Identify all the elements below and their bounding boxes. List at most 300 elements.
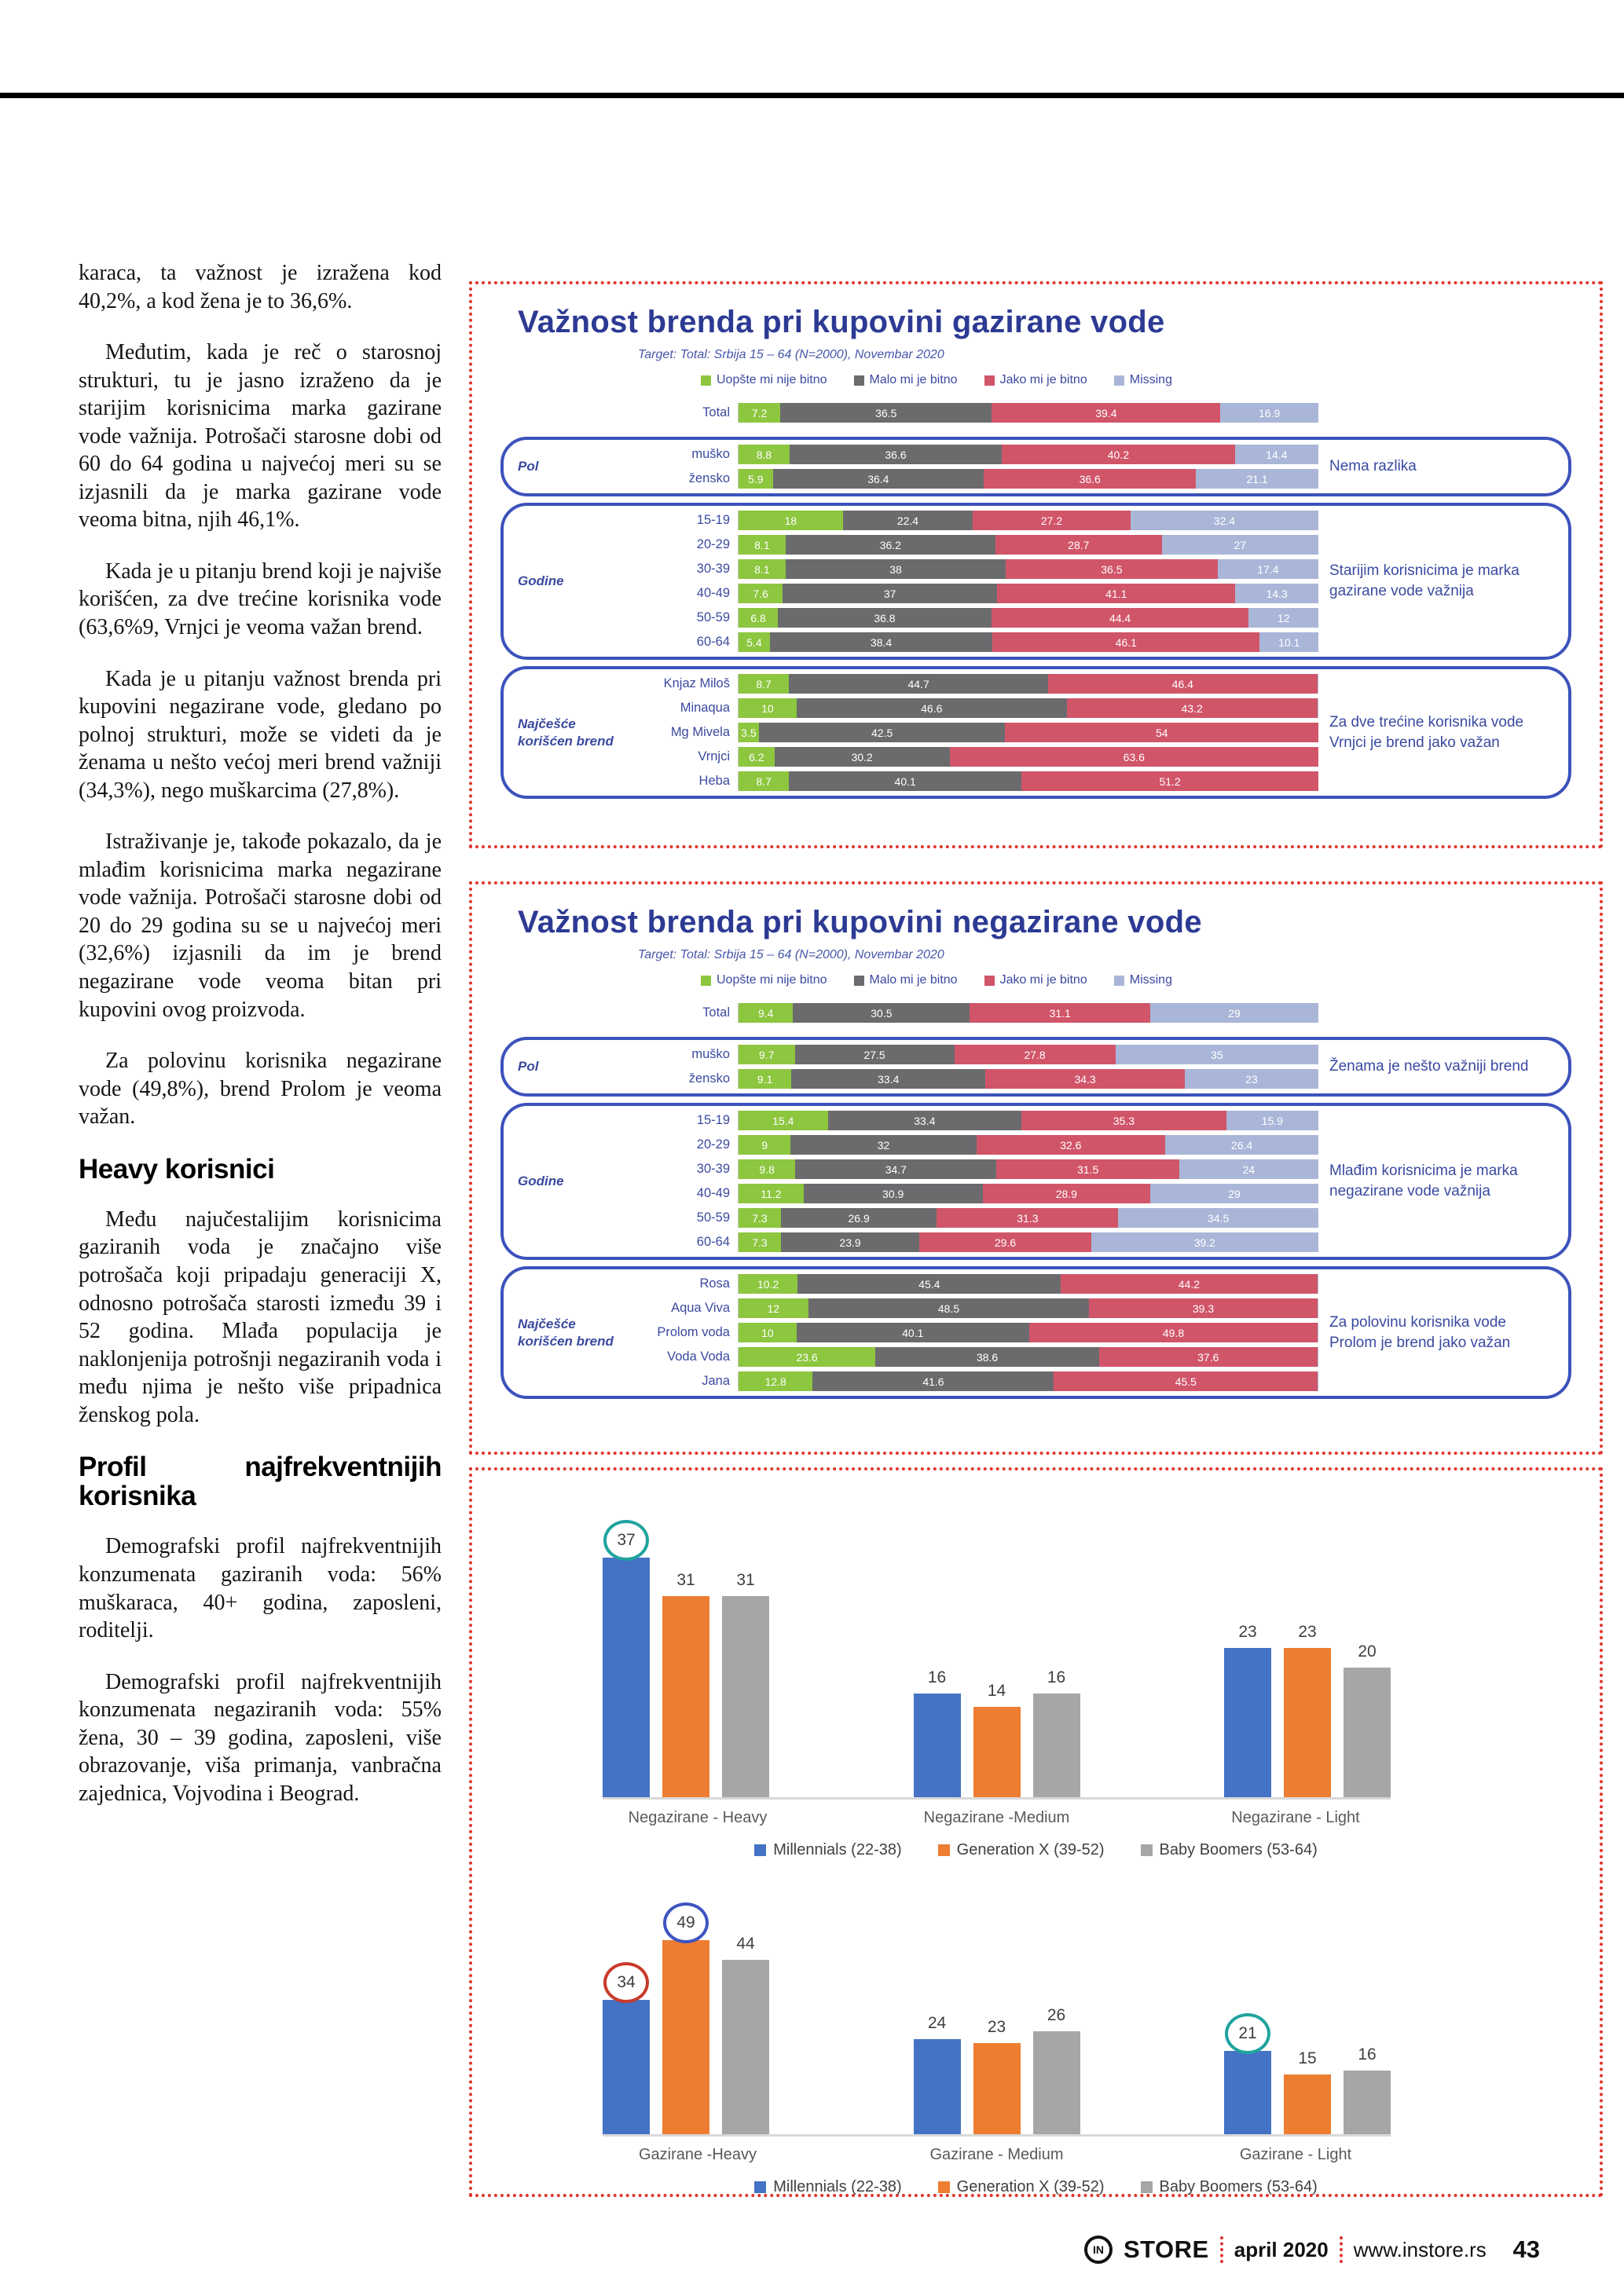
stacked-bar (738, 1045, 1318, 1064)
bar-value: 31 (676, 1571, 695, 1590)
bar-column (1344, 1642, 1391, 1797)
group-label: Godine (518, 1174, 564, 1189)
row-label: Mg Mivela (670, 725, 730, 739)
chart-group (500, 995, 1571, 1031)
stacked-bar (738, 1274, 1318, 1294)
bar (914, 2039, 961, 2134)
bar-segment: 15.4 (739, 1111, 828, 1130)
legend-swatch (984, 375, 995, 386)
bar-segment: 45.5 (1054, 1371, 1318, 1391)
group-rows (637, 1003, 1318, 1023)
bar (1224, 1648, 1271, 1797)
bar-segment: 31.3 (937, 1208, 1118, 1228)
article-paragraph: Među najučestalijim korisnicima gaziranih voda je značajno više potrošača koji pripadaju generaciji X, odnosno potrošača starosti između 39 i 52 godina. Mlađa populacija je naklonjenija potrošnji negaziranih voda i među njima je nešto više pripadnica ženskog pola. (79, 1207, 442, 1427)
row-label: 50-59 (696, 610, 730, 624)
chart-row (637, 1347, 1318, 1367)
chart-legend (500, 1841, 1571, 1859)
grouped-chart-negazirane (500, 1489, 1571, 1859)
stacked-bar (738, 1135, 1318, 1155)
bar (914, 1694, 961, 1797)
bar-segment: 8.7 (739, 674, 789, 694)
bar-value: 16 (1358, 2045, 1377, 2064)
chart-row (637, 747, 1318, 767)
bar-segment: 48.5 (808, 1298, 1090, 1318)
category-group (914, 2006, 1080, 2134)
bar (1284, 1648, 1331, 1797)
legend-item (938, 1841, 1105, 1859)
footer-separator (1220, 2236, 1223, 2263)
legend-label: Uopšte mi nije bitno (717, 973, 827, 987)
issue-date: april 2020 (1234, 2237, 1329, 2261)
bar (722, 1596, 769, 1797)
chart-group (500, 1103, 1571, 1260)
bar-value: 26 (1047, 2006, 1066, 2024)
row-label: 60-64 (696, 1235, 730, 1249)
legend-label: Malo mi je bitno (869, 373, 958, 386)
bar-segment: 44.7 (789, 674, 1048, 694)
category-label: Gazirane -Heavy (638, 2146, 757, 2163)
bar-segment: 40.1 (789, 771, 1021, 791)
stacked-bar (738, 1347, 1318, 1367)
bar-segment: 36.6 (984, 469, 1196, 489)
bar-segment: 51.2 (1021, 771, 1318, 791)
bar-segment: 46.6 (797, 698, 1067, 718)
bar-segment: 24 (1179, 1159, 1318, 1179)
legend-swatch (701, 976, 711, 986)
chart-title: Važnost brenda pri kupovini negazirane vode (518, 905, 1202, 939)
page-footer (1084, 2236, 1540, 2264)
bar-segment: 31.1 (970, 1003, 1150, 1023)
bar-segment: 27.5 (795, 1045, 955, 1064)
legend-item (854, 373, 958, 387)
stacked-bar (738, 1208, 1318, 1228)
stacked-bar (738, 608, 1318, 628)
legend-swatch (754, 2181, 766, 2193)
bar-segment: 10.1 (1259, 632, 1318, 652)
bar-segment: 36.4 (773, 469, 984, 489)
row-label: žensko (688, 471, 730, 485)
bar-segment: 38 (786, 559, 1006, 579)
bar-segment: 26.9 (781, 1208, 937, 1228)
chart-row (637, 511, 1318, 530)
legend-label: Millennials (22-38) (773, 1841, 902, 1858)
row-label: žensko (688, 1071, 730, 1086)
group-rows (637, 1274, 1318, 1391)
row-label: Vrnjci (698, 749, 730, 764)
group-label: Najčešće korišćen brend (518, 1316, 614, 1349)
stacked-bar (738, 1069, 1318, 1089)
category-label: Gazirane - Medium (929, 2146, 1064, 2163)
chart-row (637, 698, 1318, 718)
bar-segment: 46.4 (1048, 674, 1317, 694)
bar-segment: 9 (739, 1135, 790, 1155)
bar-value: 16 (927, 1668, 947, 1686)
bar-column (603, 1962, 650, 2134)
chart-row (637, 1003, 1318, 1023)
chart-row (637, 559, 1318, 579)
stacked-bar (738, 771, 1318, 791)
bar-segment: 33.4 (791, 1069, 985, 1089)
chart-legend (500, 2178, 1571, 2196)
bar-segment: 22.4 (843, 511, 973, 530)
category-group (603, 1902, 769, 2134)
bar-segment: 18 (739, 511, 843, 530)
top-rule (0, 93, 1624, 98)
bar-segment: 23.9 (781, 1232, 919, 1252)
chart-legend (701, 973, 1571, 987)
category-group (1224, 2013, 1391, 2134)
legend-label: Baby Boomers (53-64) (1159, 2178, 1318, 2195)
bar-segment: 32.6 (977, 1135, 1166, 1155)
chart-box-negazirane (469, 881, 1603, 1455)
legend-item (1141, 1841, 1318, 1859)
legend-item (938, 2178, 1105, 2196)
bar-segment: 36.5 (1006, 559, 1217, 579)
bar-segment: 29 (1150, 1184, 1318, 1203)
bar-segment: 39.3 (1089, 1298, 1317, 1318)
stacked-bar (738, 511, 1318, 530)
bar (973, 2043, 1021, 2134)
legend-label: Baby Boomers (53-64) (1159, 1841, 1318, 1858)
bar-value: 15 (1298, 2049, 1317, 2068)
bar-segment: 5.9 (739, 469, 773, 489)
bar-segment: 7.2 (739, 403, 780, 423)
row-label: Rosa (699, 1276, 730, 1291)
bar-segment: 34.3 (985, 1069, 1185, 1089)
bar-segment: 16.9 (1220, 403, 1318, 423)
chart-row (637, 771, 1318, 791)
row-label: 15-19 (696, 513, 730, 527)
chart-row (637, 1045, 1318, 1064)
bar-segment: 12 (739, 1298, 808, 1318)
row-label: Knjaz Miloš (663, 676, 730, 690)
chart-group (500, 503, 1571, 660)
bar-segment: 29.6 (919, 1232, 1091, 1252)
bar-segment: 3.5 (739, 723, 759, 742)
chart-row (637, 1111, 1318, 1130)
bar-segment: 44.2 (1061, 1274, 1317, 1294)
group-rows (637, 1111, 1318, 1252)
bar-value-circled: 49 (663, 1902, 709, 1943)
bar-segment: 35.3 (1021, 1111, 1226, 1130)
legend-swatch (1141, 2181, 1153, 2193)
chart-row (637, 1274, 1318, 1294)
bar-segment: 11.2 (739, 1184, 804, 1203)
bar-segment: 44.4 (992, 608, 1249, 628)
chart-group (500, 395, 1571, 430)
bar-segment: 23 (1185, 1069, 1318, 1089)
stacked-bar (738, 469, 1318, 489)
bar-column (1344, 2045, 1391, 2134)
bar (1224, 2051, 1271, 2134)
legend-swatch (701, 375, 711, 386)
bar-column (1033, 1668, 1080, 1797)
row-label: 20-29 (696, 1137, 730, 1152)
stacked-bar (738, 723, 1318, 742)
bar-value: 23 (1298, 1623, 1317, 1642)
legend-label: Millennials (22-38) (773, 2178, 902, 2195)
chart-row (637, 1323, 1318, 1342)
row-label: muško (691, 447, 730, 461)
bar-segment: 7.3 (739, 1232, 781, 1252)
bar-segment: 7.6 (739, 584, 783, 603)
legend-item (1114, 973, 1172, 987)
chart-row (637, 1069, 1318, 1089)
stacked-chart-negazirane (500, 905, 1571, 1399)
stacked-bar (738, 747, 1318, 767)
bar-segment: 31.5 (996, 1159, 1179, 1179)
bar-segment: 8.1 (739, 559, 786, 579)
bar-segment: 5.4 (739, 632, 770, 652)
bar-segment: 30.2 (775, 747, 950, 767)
bar (1033, 1694, 1080, 1797)
chart-row (637, 403, 1318, 423)
category-labels (603, 2146, 1391, 2164)
bar-segment: 17.4 (1218, 559, 1318, 579)
chart-row (637, 445, 1318, 464)
chart-row (637, 584, 1318, 603)
group-annotation: Nema razlika (1329, 458, 1417, 475)
legend-label: Jako mi je bitno (999, 373, 1087, 386)
bar-value-circled: 37 (603, 1520, 649, 1561)
bar-segment: 21.1 (1196, 469, 1318, 489)
bar (662, 1940, 709, 2134)
legend-item (1114, 373, 1172, 387)
row-label: Jana (702, 1374, 730, 1388)
bar-column (662, 1571, 709, 1797)
bar-segment: 45.4 (797, 1274, 1061, 1294)
bar-segment: 63.6 (950, 747, 1318, 767)
row-label: Prolom voda (657, 1325, 730, 1339)
legend-swatch (1114, 976, 1124, 986)
bar-column (914, 1668, 961, 1797)
bar (1344, 1668, 1391, 1797)
article-column (79, 259, 442, 1831)
article-heading: Profil najfrekventnijih korisnika (79, 1452, 442, 1512)
legend-swatch (938, 1844, 950, 1856)
legend-swatch (754, 1844, 766, 1856)
stacked-bar (738, 632, 1318, 652)
bar-column (973, 1682, 1021, 1798)
legend-item (701, 973, 827, 987)
group-annotation: Za polovinu korisnika vode Prolom je brend jako važan (1329, 1313, 1511, 1351)
bar-segment: 49.8 (1029, 1323, 1318, 1342)
chart-plot (603, 1880, 1391, 2137)
stacked-bar (738, 1298, 1318, 1318)
stacked-bar (738, 403, 1318, 423)
legend-label: Jako mi je bitno (999, 973, 1087, 987)
bar-segment: 15.9 (1226, 1111, 1318, 1130)
bar-segment: 6.2 (739, 747, 775, 767)
bar-value: 23 (987, 2018, 1006, 2037)
bar (1284, 2074, 1331, 2134)
bar-segment: 10 (739, 698, 797, 718)
row-label: Total (702, 405, 730, 419)
bar-segment: 27.2 (973, 511, 1131, 530)
stacked-bar (738, 1184, 1318, 1203)
bar-segment: 36.5 (780, 403, 992, 423)
bar-value-circled: 34 (603, 1962, 649, 2003)
group-label: Godine (518, 573, 564, 589)
legend-swatch (1141, 1844, 1153, 1856)
bar-segment: 30.5 (793, 1003, 970, 1023)
chart-group (500, 437, 1571, 496)
bar (662, 1596, 709, 1797)
bar-segment: 27 (1162, 535, 1318, 555)
bar-column (1224, 1623, 1271, 1797)
bar-segment: 9.8 (739, 1159, 795, 1179)
chart-row (637, 608, 1318, 628)
article-paragraph: Kada je u pitanju brend koji je najviše korišćen, za dve trećine korisnika vode (63,6%9, Vrnjci je veoma važan brend. (79, 558, 442, 640)
chart-legend (701, 373, 1571, 387)
bar-segment: 35 (1116, 1045, 1318, 1064)
bar-column (1033, 2006, 1080, 2134)
group-rows (637, 511, 1318, 652)
legend-item (754, 2178, 901, 2196)
chart-subtitle: Target: Total: Srbija 15 – 64 (N=2000), Novembar 2020 (638, 348, 944, 361)
group-label: Pol (518, 459, 539, 474)
group-label: Pol (518, 1059, 539, 1075)
bar-segment: 38.6 (875, 1347, 1099, 1367)
chart-row (637, 674, 1318, 694)
stacked-bar (738, 584, 1318, 603)
bar-value: 31 (736, 1571, 755, 1590)
legend-item (701, 373, 827, 387)
bar-column (722, 1935, 769, 2134)
bar-segment: 32 (790, 1135, 976, 1155)
article-paragraph: Demografski profil najfrekventnijih konzumenata gaziranih voda: 56% muškaraca, 40+ godina, zaposleni, roditelji. (79, 1534, 442, 1643)
row-label: 60-64 (696, 635, 730, 649)
bar-segment: 26.4 (1165, 1135, 1318, 1155)
article-paragraph: Za polovinu korisnika negazirane vode (49,8%), brend Prolom je veoma važan. (79, 1049, 442, 1130)
legend-label: Missing (1129, 973, 1172, 987)
row-label: 30-39 (696, 1162, 730, 1176)
legend-label: Malo mi je bitno (869, 973, 958, 987)
chart-groups (500, 395, 1571, 799)
bar-segment: 10.2 (739, 1274, 797, 1294)
stacked-bar (738, 1371, 1318, 1391)
bar-segment: 9.7 (739, 1045, 795, 1064)
group-rows (637, 1045, 1318, 1089)
legend-label: Uopšte mi nije bitno (717, 373, 827, 386)
legend-swatch (854, 976, 864, 986)
row-label: 40-49 (696, 586, 730, 600)
row-label: 15-19 (696, 1113, 730, 1127)
stacked-chart-gazirane (500, 305, 1571, 799)
stacked-bar (738, 1323, 1318, 1342)
bar-segment: 7.3 (739, 1208, 781, 1228)
row-label: Total (702, 1005, 730, 1020)
bar (603, 2000, 650, 2134)
category-group (914, 1668, 1080, 1797)
bar-segment: 40.2 (1002, 445, 1235, 464)
chart-group (500, 1266, 1571, 1399)
bar-segment: 30.9 (804, 1184, 983, 1203)
article-paragraph: Demografski profil najfrekventnijih konzumenata negaziranih voda: 55% žena, 30 – 39 godina, zaposleni, više obrazovanje, viša primanja, vanbračna zajednica, Vojvodina i Beograd. (79, 1669, 442, 1806)
chart-row (637, 535, 1318, 555)
chart-title: Važnost brenda pri kupovini gazirane vode (518, 305, 1165, 339)
chart-group (500, 1037, 1571, 1097)
stacked-bar (738, 698, 1318, 718)
stacked-bar (738, 1232, 1318, 1252)
bar-segment: 8.8 (739, 445, 790, 464)
instore-logo-icon: IN (1084, 2236, 1113, 2264)
group-annotation: Starijim korisnicima je marka gazirane vode važnija (1329, 562, 1520, 599)
bar-segment: 29 (1150, 1003, 1318, 1023)
bar-column (914, 2014, 961, 2134)
chart-groups (500, 995, 1571, 1399)
bar-value: 14 (987, 1681, 1006, 1700)
bar-segment: 9.4 (739, 1003, 793, 1023)
bar-value: 44 (736, 1935, 755, 1954)
bar-segment: 14.4 (1235, 445, 1318, 464)
article-paragraph: Međutim, kada je reč o starosnoj strukturi, tu je jasno izraženo da je starijim korisnicima marka gazirane vode važnija. Potrošači starosne dobi od 60 do 64 godina u najvećoj meri su se izjasnili da je marka gazirane vode veoma bitna, njih 46,1%. (79, 340, 442, 533)
bar (1344, 2071, 1391, 2134)
row-label: 50-59 (696, 1210, 730, 1225)
category-labels (603, 1809, 1391, 1827)
stacked-bar (738, 674, 1318, 694)
bar-column (1224, 2013, 1271, 2134)
bar-segment: 46.1 (992, 632, 1259, 652)
legend-swatch (938, 2181, 950, 2193)
legend-swatch (1114, 375, 1124, 386)
stacked-bar (738, 445, 1318, 464)
chart-row (637, 1298, 1318, 1318)
bar-column (1284, 2049, 1331, 2134)
bar-segment: 36.6 (790, 445, 1002, 464)
row-label: 40-49 (696, 1186, 730, 1200)
stacked-bar (738, 1111, 1318, 1130)
bar-column (722, 1571, 769, 1797)
bar-segment: 37.6 (1099, 1347, 1317, 1367)
legend-item (984, 373, 1087, 387)
bar-segment: 10 (739, 1323, 797, 1342)
grouped-chart-gazirane (500, 1880, 1571, 2196)
article-paragraph: karaca, ta važnost je izražena kod 40,2%, a kod žena je to 36,6%. (79, 261, 442, 313)
group-annotation: Za dve trećine korisnika vode Vrnjci je brend jako važan (1329, 713, 1524, 751)
row-label: Minaqua (680, 701, 730, 715)
chart-box-gazirane (469, 281, 1603, 848)
bar-segment: 12 (1248, 608, 1318, 628)
bar (722, 1960, 769, 2134)
chart-row (637, 469, 1318, 489)
bar-segment: 32.4 (1131, 511, 1318, 530)
category-label: Negazirane - Heavy (628, 1809, 768, 1826)
bar-segment: 34.5 (1118, 1208, 1318, 1228)
bar-segment: 28.9 (983, 1184, 1150, 1203)
chart-row (637, 1232, 1318, 1252)
bar-segment: 12.8 (739, 1371, 812, 1391)
row-label: 30-39 (696, 562, 730, 576)
article-paragraph: Kada je u pitanju važnost brenda pri kupovini negazirane vode, gledano po polnoj strukturi, može se videti da je ženama u nešto većoj meri brend važniji (34,3%), nego muškarcima (27,8%). (79, 666, 442, 803)
legend-swatch (854, 375, 864, 386)
legend-label: Generation X (39-52) (956, 1841, 1105, 1858)
bar-segment: 36.8 (778, 608, 992, 628)
legend-swatch (984, 976, 995, 986)
bar-segment: 8.7 (739, 771, 789, 791)
article-paragraph: Istraživanje je, takođe pokazalo, da je mlađim korisnicima marka negazirane vode važnija. Potrošači starosne dobi od 20 do 29 godina su se u najvećoj meri (32,6%) izjasnili da im je brend negazirane vode veoma bitan pri kupovini ovog proizvoda. (79, 829, 442, 1022)
stacked-bar (738, 1159, 1318, 1179)
bar (1033, 2031, 1080, 2134)
magazine-name: STORE (1124, 2236, 1209, 2263)
page-number: 43 (1512, 2236, 1540, 2263)
row-label: 20-29 (696, 537, 730, 551)
group-rows (637, 445, 1318, 489)
group-rows (637, 403, 1318, 423)
group-rows (637, 674, 1318, 791)
legend-item (754, 1841, 901, 1859)
bar-segment: 27.8 (955, 1045, 1116, 1064)
